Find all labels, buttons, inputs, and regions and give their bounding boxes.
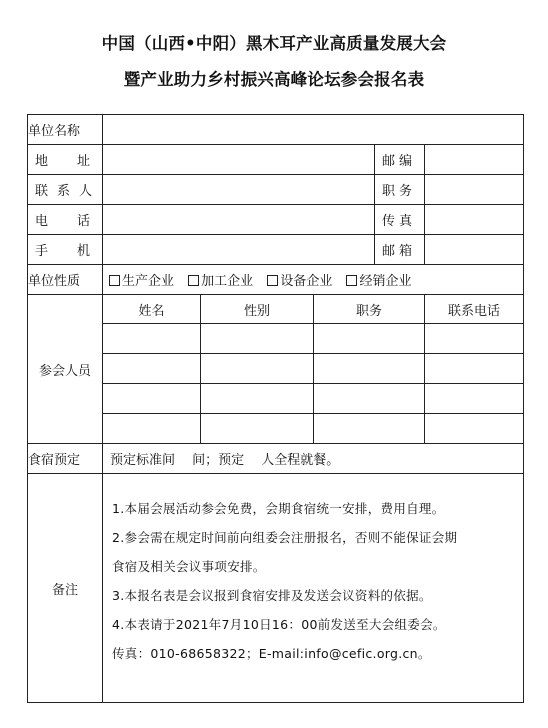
row-mobile — [28, 235, 524, 265]
accommodation-label: 食宿预定 — [28, 444, 103, 474]
attendee-gender-cell[interactable] — [201, 414, 314, 444]
unit-name-label: 单位名称 — [28, 115, 103, 145]
row-contact — [28, 175, 524, 205]
attendee-gender-cell[interactable] — [201, 384, 314, 414]
attendee-position-cell[interactable] — [314, 354, 425, 384]
checkbox-icon — [188, 275, 199, 286]
attendee-header-phone: 联系电话 — [425, 295, 524, 324]
attendee-phone-cell[interactable] — [425, 324, 524, 354]
row-unit-name — [28, 115, 524, 145]
attendee-phone-cell[interactable] — [425, 384, 524, 414]
attendee-row — [28, 414, 524, 444]
attendee-row — [28, 354, 524, 384]
attendee-row — [28, 324, 524, 354]
phone-field[interactable] — [103, 205, 375, 235]
attendee-phone-cell[interactable] — [425, 354, 524, 384]
contact-field[interactable] — [103, 175, 375, 205]
unit-type-option-processing[interactable]: 加工企业 — [188, 270, 253, 289]
checkbox-icon — [109, 275, 120, 286]
fax-field[interactable] — [425, 205, 524, 235]
position-label: 职 务 — [375, 175, 425, 205]
unit-type-option-distribution[interactable]: 经销企业 — [346, 270, 411, 289]
registration-table — [27, 114, 524, 703]
mobile-field[interactable] — [103, 235, 375, 265]
unit-type-options — [103, 265, 524, 295]
attendee-position-cell[interactable] — [314, 384, 425, 414]
email-field[interactable] — [425, 235, 524, 265]
postcode-field[interactable] — [425, 145, 524, 175]
row-unit-type — [28, 265, 524, 295]
remarks-content — [103, 474, 524, 703]
attendee-header-name: 姓名 — [103, 295, 201, 324]
remark-line: 3.本报名表是会议报到食宿安排及发送会议资料的依据。 — [112, 588, 432, 603]
fax-label: 传 真 — [375, 205, 425, 235]
attendee-position-cell[interactable] — [314, 324, 425, 354]
attendee-gender-cell[interactable] — [201, 324, 314, 354]
attendees-label: 参会人员 — [28, 295, 103, 444]
contact-label: 联 系 人 — [28, 175, 103, 205]
attendee-gender-cell[interactable] — [201, 354, 314, 384]
remark-line: 2.参会需在规定时间前向组委会注册报名，否则不能保证会期 — [112, 530, 458, 545]
attendee-row — [28, 384, 524, 414]
form-title-line2: 暨产业助力乡村振兴高峰论坛参会报名表 — [123, 70, 425, 89]
attendee-name-cell[interactable] — [103, 324, 201, 354]
attendee-header-position: 职务 — [314, 295, 425, 324]
accommodation-text[interactable]: 预定标准间 间；预定 人全程就餐。 — [103, 444, 524, 474]
address-field[interactable] — [103, 145, 375, 175]
unit-type-label: 单位性质 — [28, 265, 103, 295]
unit-type-option-equipment[interactable]: 设备企业 — [267, 270, 332, 289]
email-label: 邮 箱 — [375, 235, 425, 265]
checkbox-icon — [267, 275, 278, 286]
postcode-label: 邮 编 — [375, 145, 425, 175]
row-address — [28, 145, 524, 175]
unit-name-field[interactable] — [103, 115, 524, 145]
remark-line: 食宿及相关会议事项安排。 — [112, 559, 266, 574]
remark-line: 传真：010-68658322；E-mail:info@cefic.org.cn。 — [112, 646, 431, 661]
remarks-label: 备注 — [28, 474, 103, 703]
remark-line: 1.本届会展活动参会免费，会期食宿统一安排，费用自理。 — [112, 501, 445, 516]
mobile-label: 手 机 — [28, 235, 103, 265]
attendee-header-gender: 性别 — [201, 295, 314, 324]
address-label: 地 址 — [28, 145, 103, 175]
position-field[interactable] — [425, 175, 524, 205]
remark-line: 4.本表请于2021年7月10日16：00前发送至大会组委会。 — [112, 617, 446, 632]
attendee-header-row — [28, 295, 524, 324]
unit-type-option-production[interactable]: 生产企业 — [109, 270, 174, 289]
phone-label: 电 话 — [28, 205, 103, 235]
attendee-name-cell[interactable] — [103, 414, 201, 444]
checkbox-icon — [346, 275, 357, 286]
row-remarks — [28, 474, 524, 703]
attendee-phone-cell[interactable] — [425, 414, 524, 444]
form-title-line1: 中国（山西•中阳）黑木耳产业高质量发展大会 — [101, 34, 447, 53]
attendee-name-cell[interactable] — [103, 384, 201, 414]
attendee-position-cell[interactable] — [314, 414, 425, 444]
attendee-name-cell[interactable] — [103, 354, 201, 384]
row-accommodation — [28, 444, 524, 474]
row-phone — [28, 205, 524, 235]
